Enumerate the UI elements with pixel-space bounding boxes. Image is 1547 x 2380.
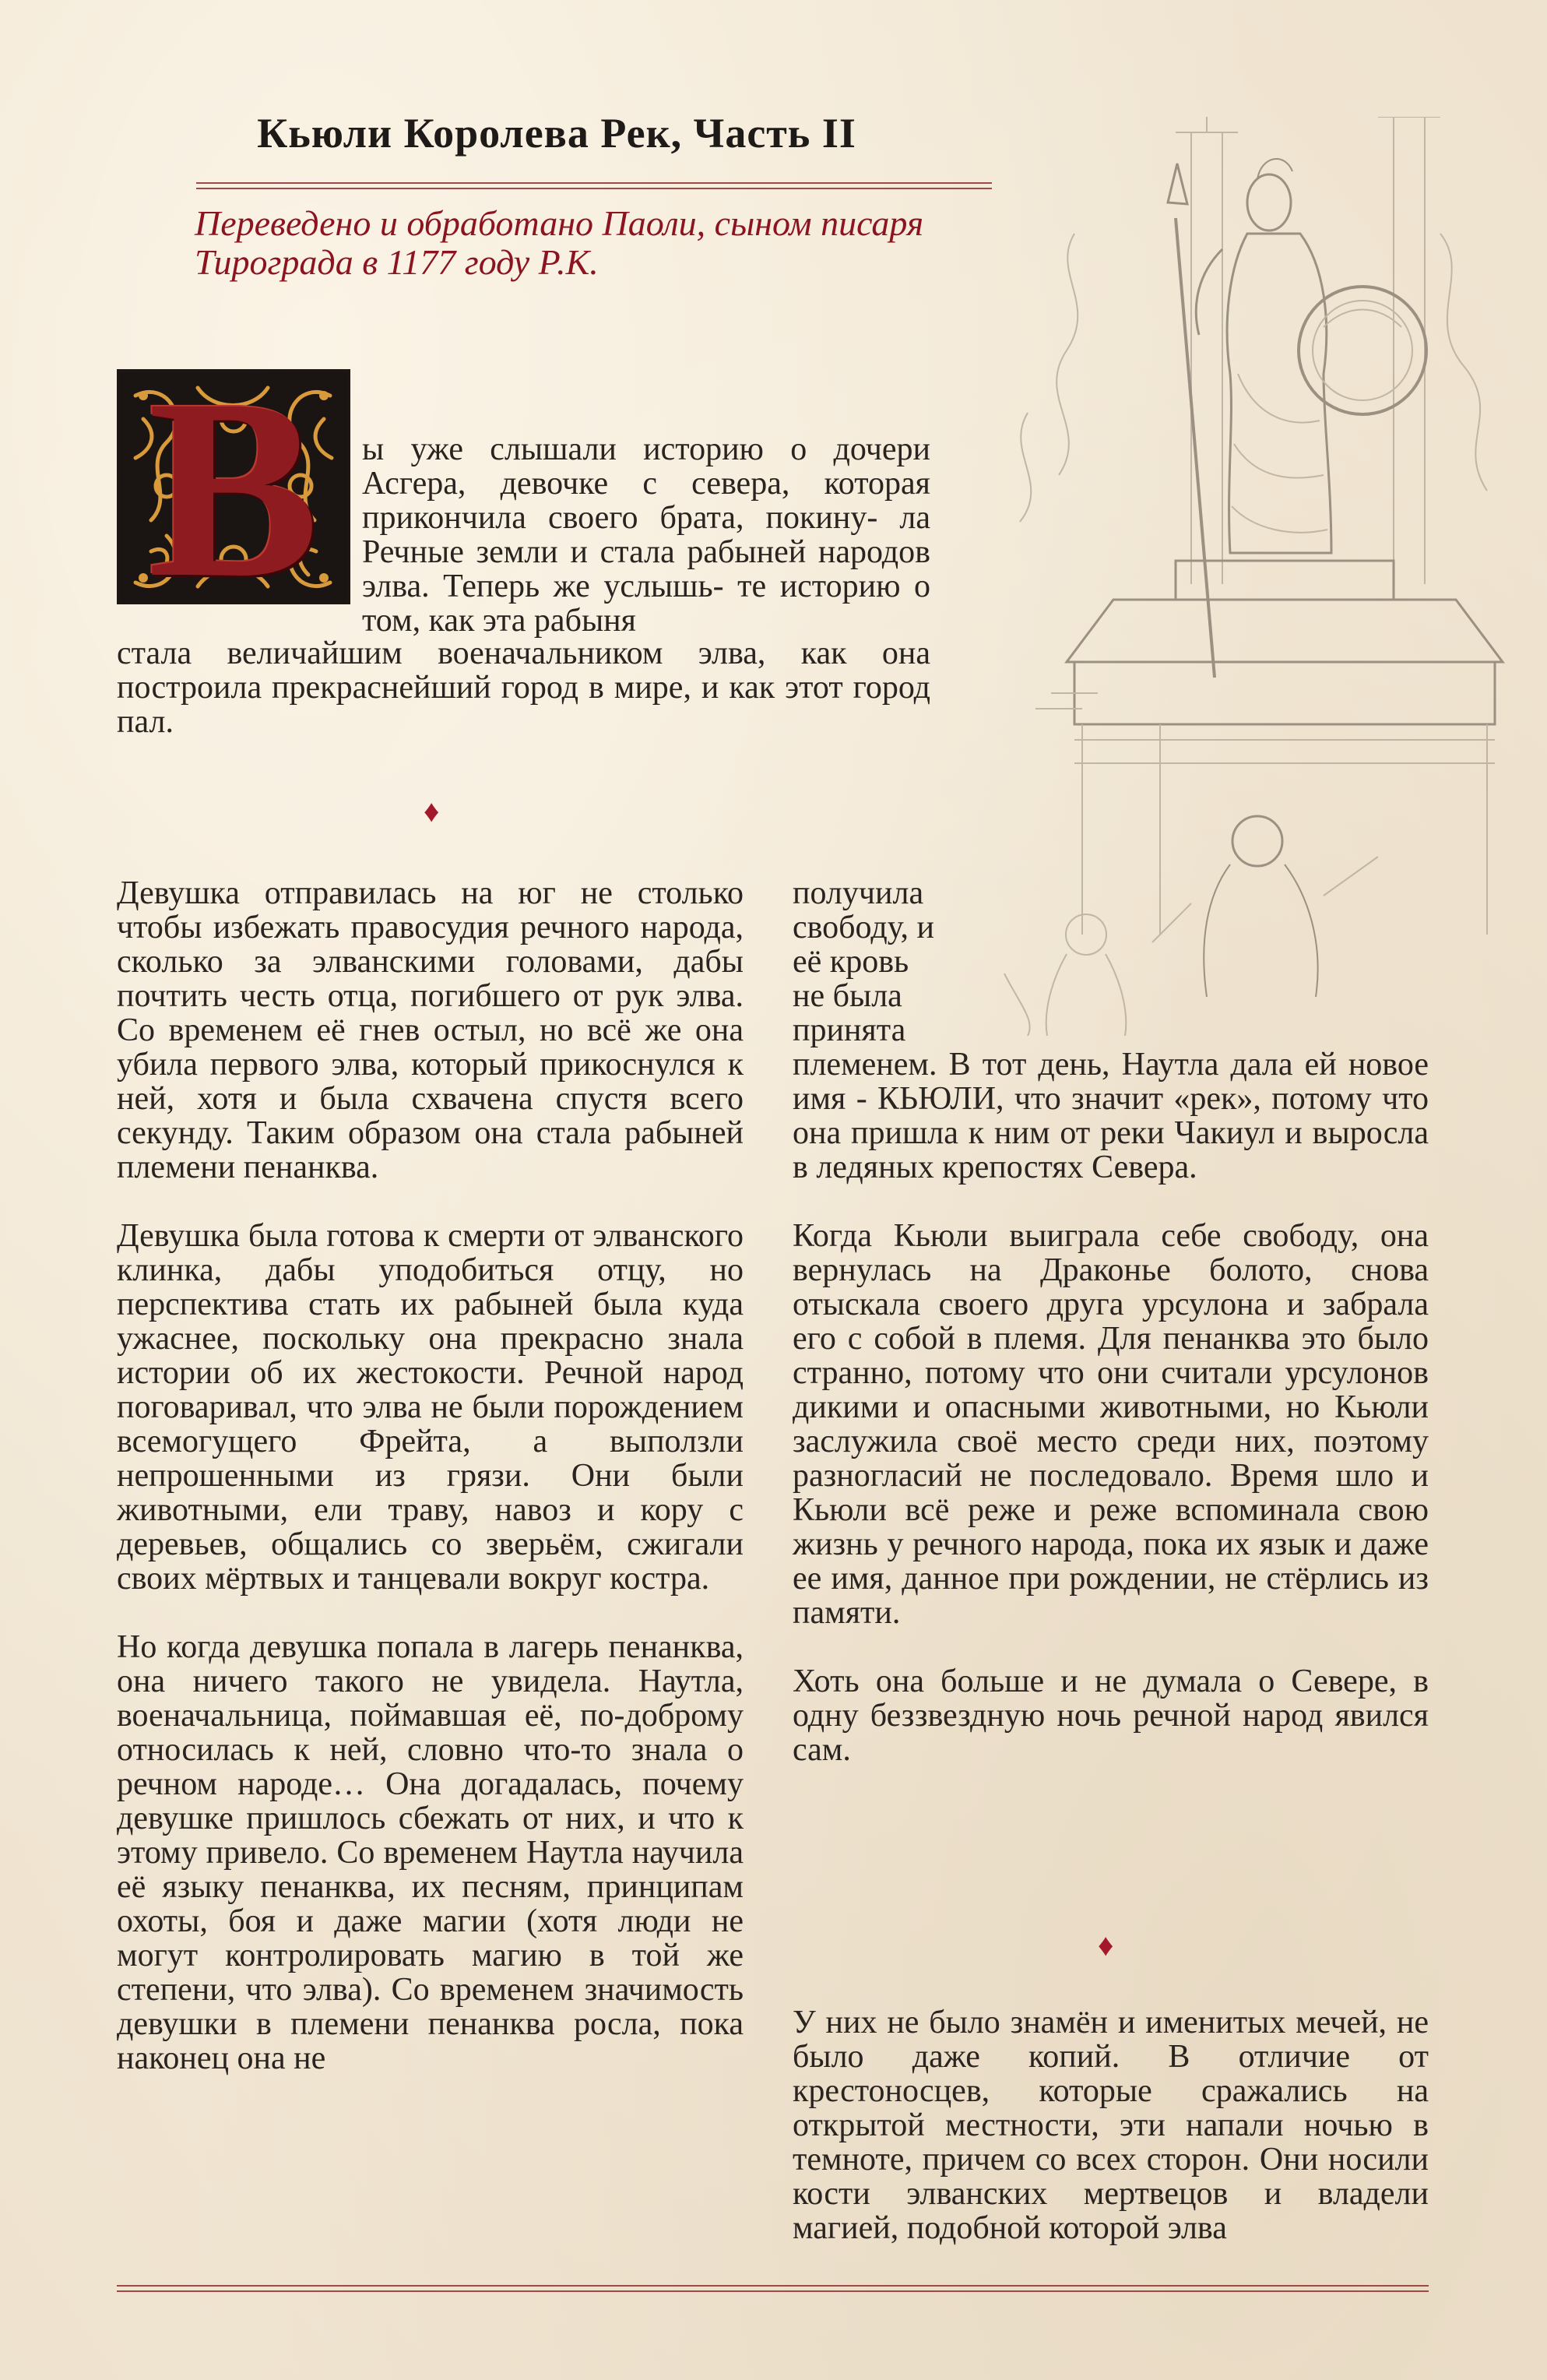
intro-paragraph-start: ы уже слышали историю о дочери Асгера, девочке с севера, которая прикончила своего брата, покину- ла Речные земли и стала рабыней народов элва. Теперь же услышь- те историю о том, как эта рабыня xyxy=(362,431,930,639)
paragraph: Когда Кьюли выиграла себе свободу, она вернулась на Драконье болото, снова отыскала своего друга урсулона и забрала его с собой в племя. Для пенанква это было странно, потому что они считали урсулонов дикими и опасными животными, но Кьюли заслужила своё место среди них, поэтому разногласий не последовало. Время шло и Кьюли всё реже и реже вспоминала свою жизнь у речного народа, пока их язык и даже ее имя, данное при рождении, не стёрлись из памяти. xyxy=(793,1218,1429,1631)
paragraph: Хоть она больше и не думала о Севере, в одну беззвездную ночь речной народ явился сам. xyxy=(793,1664,1429,1768)
statue-illustration xyxy=(958,117,1547,1036)
right-column xyxy=(793,1047,1429,1801)
section-separator: ♦ xyxy=(424,794,440,829)
left-column xyxy=(117,876,744,2110)
paragraph: Девушка была готова к смерти от элванского клинка, дабы уподобиться отцу, но перспектива стать их рабыней была куда ужаснее, поскольку она прекрасно знала истории об их жестокости. Речной народ поговаривал, что элва не были порождением всемогущего Фрейта, а выползли непрошенными из грязи. Они были животными, ели траву, навоз и кору с деревьев, общались со зверьём, сжигали своих мёртвых и танцевали вокруг костра. xyxy=(117,1218,744,1597)
section-separator: ♦ xyxy=(1098,1928,1114,1963)
paragraph-narrow: получила свободу, и её кровь не была принята xyxy=(793,875,934,1048)
page-title: Кьюли Королева Рек, Часть II xyxy=(257,110,856,157)
paragraph: У них не было знамён и именитых мечей, не было даже копий. В отличие от крестоносцев, которые сражались на открытой местности, эти напали ночью в темноте, причем со всех сторон. Они носили кости элванских мертвецов и владели магией, подобной которой элва xyxy=(793,2005,1429,2246)
dropcap-initial xyxy=(117,369,350,604)
paragraph: Девушка отправилась на юг не столько чтобы избежать правосудия речного народа, сколько за элванскими головами, дабы почтить честь отца, погибшего от рук элва. Со временем её гнев остыл, но всё же она убила первого элва, который прикоснулся к ней, хотя и была схвачена спустя всего секунду. Таким образом она стала рабыней племени пенанква. xyxy=(117,875,744,1185)
paragraph: племенем. В тот день, Наутла дала ей новое имя - КЬЮЛИ, что значит «рек», потому что она пришла к ним от реки Чакиул и выросла в ледяных крепостях Севера. xyxy=(793,1047,1429,1185)
paragraph: Но когда девушка попала в лагерь пенанква, она ничего такого не увидела. Наутла, военачальница, поймавшая её, по-доброму относилась к ней, словно что-то знала о речном народе… Она догадалась, почему девушке пришлось сбежать от них, и что к этому привело. Со временем Наутла научила её языку пенанква, их песням, принципам охоты, боя и даже магии (хотя люди не могут контролировать магию в той же степени, что элва). Со временем значимость девушки в племени пенанква росла, пока наконец она не xyxy=(117,1629,744,2076)
footer-divider xyxy=(117,2285,1429,2293)
intro-paragraph-end: стала величайшим военачальником элва, как она построила прекраснейший город в мире, и как этот город пал. xyxy=(117,635,930,740)
title-divider xyxy=(196,182,992,190)
dropcap-letter: В xyxy=(147,369,320,604)
subtitle: Переведено и обработано Паоли, сыном писаря Тирограда в 1177 году Р.К. xyxy=(195,203,924,282)
